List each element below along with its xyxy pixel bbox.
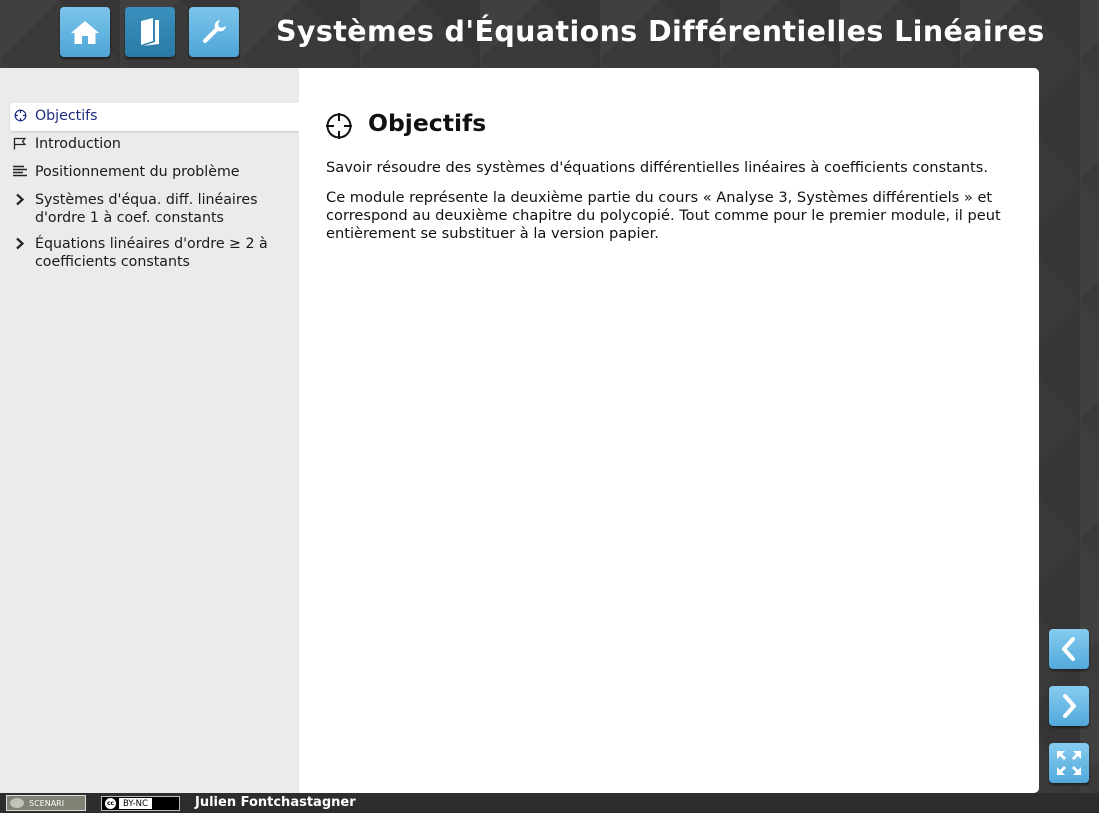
sidebar-item-label: Objectifs: [35, 108, 98, 124]
license-label: BY-NC: [119, 798, 152, 809]
chevron-left-icon: [1059, 637, 1079, 661]
scenari-logo-icon: [10, 798, 24, 808]
sidebar-item-systemes-ordre-1[interactable]: [10, 187, 299, 231]
previous-page-button[interactable]: [1049, 629, 1089, 669]
scenari-label: SCENARI: [29, 798, 65, 808]
scenari-badge[interactable]: [6, 795, 86, 811]
wrench-icon: [200, 18, 228, 46]
text-lines-icon: [13, 164, 27, 178]
sidebar-item-label: Équations linéaires d'ordre ≥ 2 à coefficients constants: [35, 236, 268, 270]
target-icon: [13, 108, 27, 122]
book-button[interactable]: [125, 7, 175, 57]
sidebar-item-introduction[interactable]: [10, 131, 299, 159]
chevron-right-icon[interactable]: [13, 192, 27, 206]
creative-commons-icon: cc: [106, 800, 115, 807]
section-header: [325, 106, 486, 140]
paragraph: Ce module représente la deuxième partie du cours « Analyse 3, Systèmes différentiels » et correspond au deuxième chapitre du polycopié. Tout comme pour le premier module, il peut entièrement se substituer à la version papier.: [326, 189, 1001, 242]
target-icon: [325, 112, 353, 140]
sidebar-item-objectifs[interactable]: [10, 103, 299, 131]
home-icon: [70, 18, 100, 46]
book-icon: [139, 17, 161, 47]
license-badge[interactable]: [101, 796, 180, 811]
sidebar-item-label: Systèmes d'équa. diff. linéaires d'ordre 1 à coef. constants: [35, 192, 258, 226]
home-button[interactable]: [60, 7, 110, 57]
sidebar-item-equations-ordre-2[interactable]: [10, 231, 299, 275]
sidebar-item-positionnement[interactable]: [10, 159, 299, 187]
next-page-button[interactable]: [1049, 686, 1089, 726]
author-name: Julien Fontchastagner: [195, 795, 356, 810]
fullscreen-button[interactable]: [1049, 743, 1089, 783]
table-of-contents: [10, 103, 299, 275]
sidebar-item-label: Introduction: [35, 136, 121, 152]
footer: [0, 793, 1099, 813]
section-body: [326, 159, 1016, 255]
section-title: Objectifs: [368, 109, 487, 137]
paragraph: Savoir résoudre des systèmes d'équations différentielles linéaires à coefficients constants.: [326, 159, 988, 176]
page-title: Systèmes d'Équations Différentielles Linéaires: [276, 15, 1045, 48]
tools-button[interactable]: [189, 7, 239, 57]
content-panel: [299, 68, 1039, 793]
sidebar-item-label: Positionnement du problème: [35, 164, 240, 180]
chevron-right-icon[interactable]: [13, 236, 27, 250]
chevron-right-icon: [1059, 694, 1079, 718]
header-bar: [0, 0, 1099, 68]
flag-icon: [13, 136, 27, 150]
expand-icon: [1055, 749, 1083, 777]
sidebar: [0, 68, 300, 793]
